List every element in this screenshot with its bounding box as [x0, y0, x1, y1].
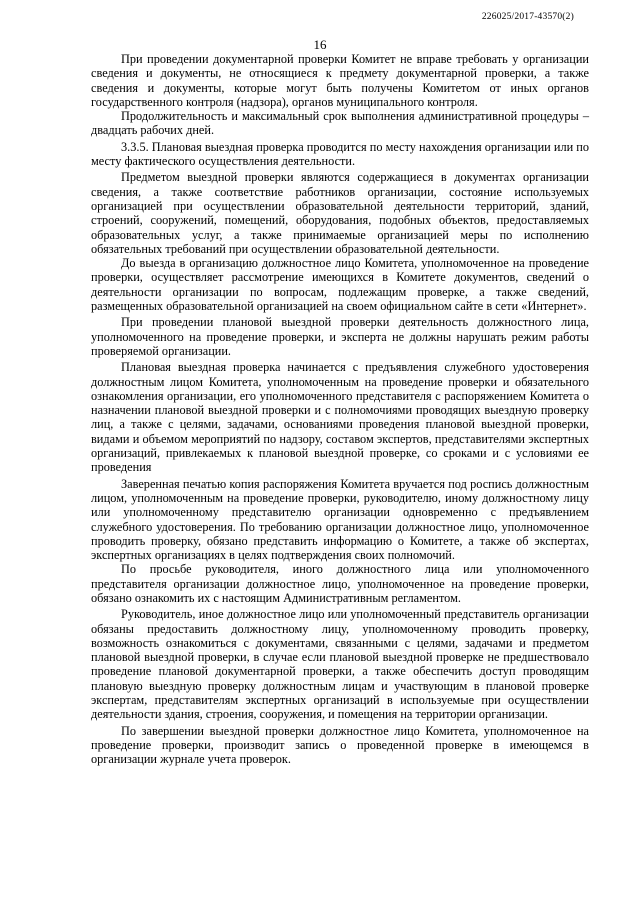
paragraph-journal-entry: По завершении выездной проверки должностное лицо Комитета, уполномоченное на проведение проверки, производит запись о проведенной проверке в имеющемся в организации журнале учета проверок.	[91, 723, 589, 767]
document-id: 226025/2017-43570(2)	[481, 12, 574, 22]
paragraph-access-obligations: Руководитель, иное должностное лицо или уполномоченный представитель организации обязаны предоставить должностному лицу, уполномоченному проводить проверку, возможность ознакомиться с документами, связанными с целями, задачами и предметом плановой выездной проверки, в случае если плановой выездной проверке не предшествовало проведение плановой документарной проверки, а также обеспечить доступ проводящим плановую выездную проверку должностным лицам и участвующим в плановой проверке экспертам, представителям экспертных организаций в используемые при осуществлении деятельности здания, строения, сооружения, и помещения на территории организации.	[91, 607, 589, 722]
paragraph-3-3-5-onsite-location: 3.3.5. Плановая выездная проверка проводится по месту нахождения организации или по месту фактического осуществления деятельности.	[91, 139, 589, 169]
paragraph-pre-visit-review: До выезда в организацию должностное лицо Комитета, уполномоченное на проведение проверки, осуществляет рассмотрение имеющихся в Комитете документов, сведений о деятельности организации по вопросам, подлежащим проверке, а также сведений, размещенных образовательной организацией на своем официальном сайте в сети «Интернет».	[91, 256, 589, 314]
paragraph-check-start: Плановая выездная проверка начинается с предъявления служебного удостоверения должностным лицом Комитета, уполномоченным на проведение проверки и обязательного ознакомления организации, его уполномоченного представителя с распоряжением Комитета о назначении плановой выездной проверки и с полномочиями проводящих выездную проверку лиц, а также с целями, задачами, основаниями проведения плановой выездной проверки, видами и объемом мероприятий по надзору, составом экспертов, представителями экспертных организаций, привлекаемых к плановой выездной проверке, со сроками и с условиями ее проведения	[91, 360, 589, 475]
document-body	[91, 52, 589, 767]
paragraph-order-copy-delivery: Заверенная печатью копия распоряжения Комитета вручается под роспись должностным лицом, уполномоченным на проведение проверки, руководителю, иному должностному лицу или уполномоченному представителю организации одновременно с предъявлением служебного удостоверения. По требованию организации должностное лицо, уполномоченное проводить проверку, обязано представить информацию о Комитете, а также об экспертах, экспертных организациях в целях подтверждения своих полномочий.	[91, 476, 589, 563]
paragraph-procedure-duration: Продолжительность и максимальный срок выполнения административной процедуры – двадцать рабочих дней.	[91, 109, 589, 138]
paragraph-regulation-familiarization: По просьбе руководителя, иного должностного лица или уполномоченного представителя организации должностное лицо, уполномоченное на проведение проверки, обязано ознакомить их с настоящим Административным регламентом.	[91, 562, 589, 605]
paragraph-documentary-check-restrictions: При проведении документарной проверки Комитет не вправе требовать у организации сведения и документы, не относящиеся к предмету документарной проверки, а также сведения и документы, которые могут быть получены Комитетом от иных органов государственного контроля (надзора), органов муниципального контроля.	[91, 52, 589, 109]
page-number: 16	[313, 37, 327, 52]
paragraph-onsite-subject: Предметом выездной проверки являются содержащиеся в документах организации сведения, а также соответствие работников организации, состояние используемых организацией при осуществлении образовательной деятельности территорий, зданий, строений, сооружений, помещений, оборудования, подобных объектов, предоставляемых образовательных услуг, а также принимаемые организацией меры по исполнению обязательных требований при осуществлении образовательной деятельности.	[91, 170, 589, 256]
paragraph-work-regime: При проведении плановой выездной проверки деятельность должностного лица, уполномоченного на проведение проверки, и эксперта не должны нарушать режим работы проверяемой организации.	[91, 315, 589, 358]
